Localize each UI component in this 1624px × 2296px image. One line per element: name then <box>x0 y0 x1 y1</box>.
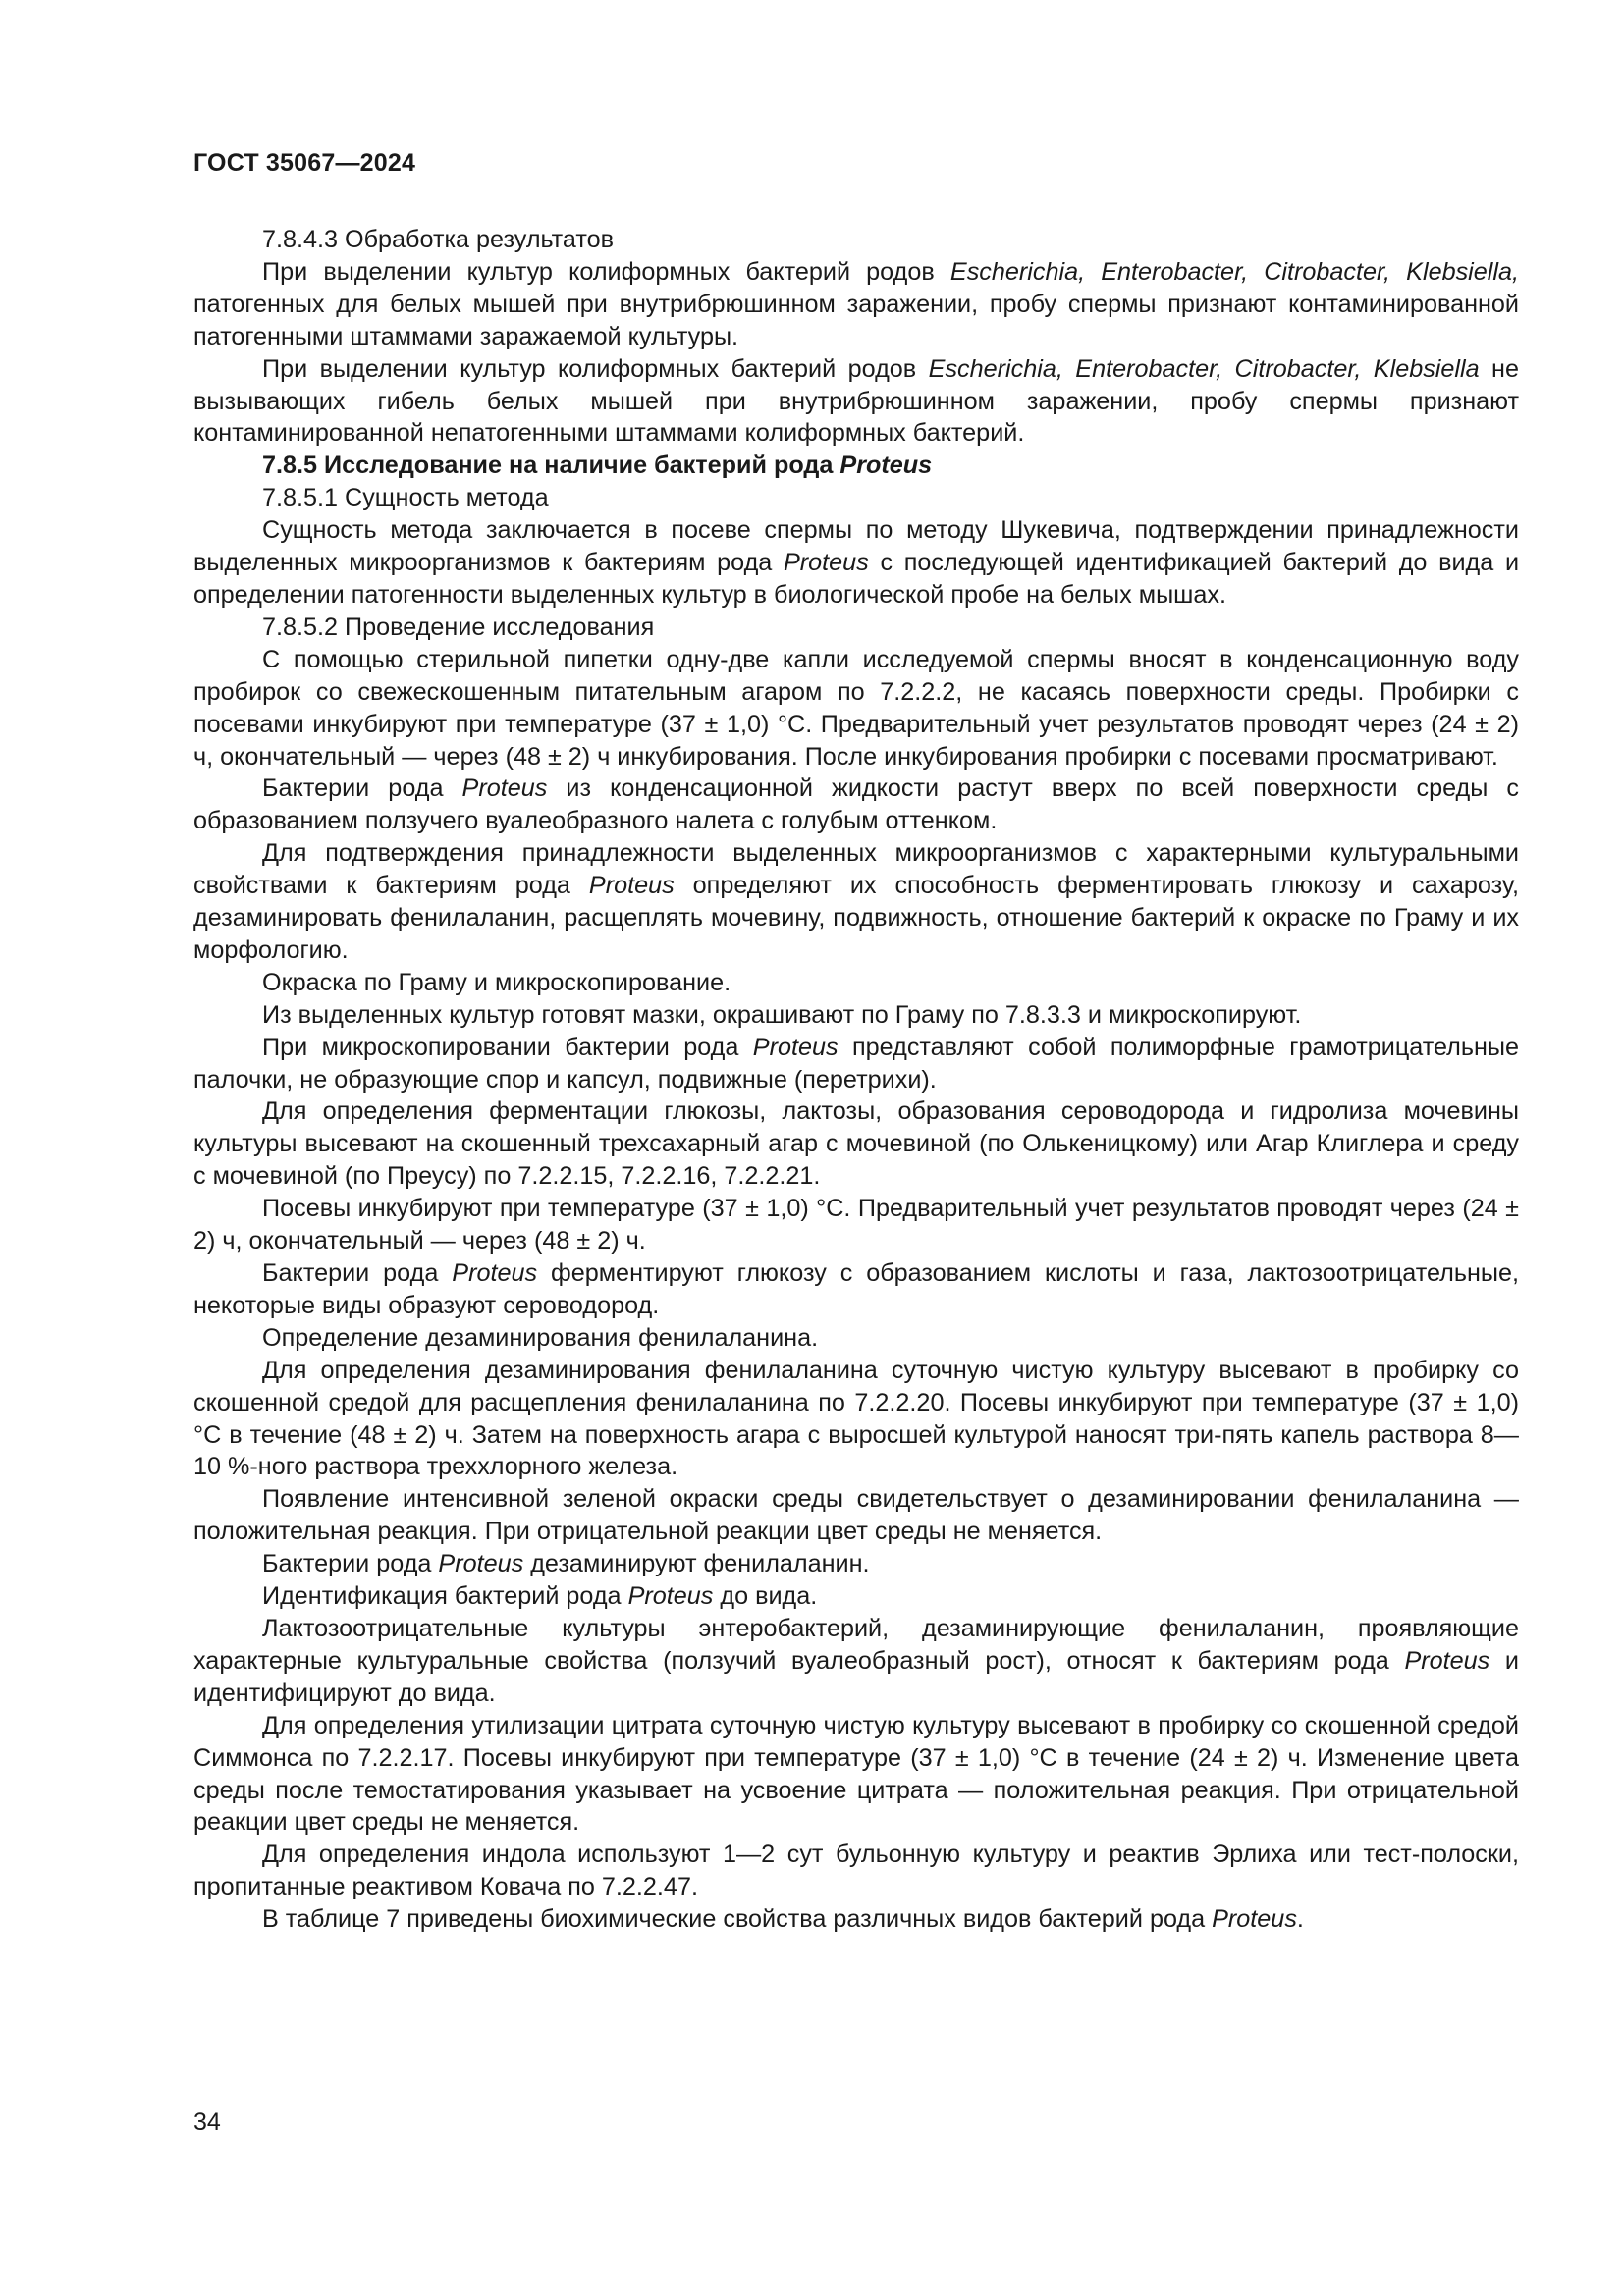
paragraph-p02: При выделении культур колиформных бактерий родов Escherichia, Enterobacter, Citrobacter, Klebsiella, патогенных для белых мышей при внутрибрюшинном заражении, пробу спермы признают контаминированной патогенными штаммами заражаемой культуры. <box>193 257 1519 350</box>
paragraph-p15: Посевы инкубируют при температуре (37 ± 1,0) °С. Предварительный учет результатов проводят через (24 ± 2) ч, окончательный — через (48 ± 2) ч. <box>193 1195 1519 1255</box>
paragraph-p05: 7.8.5.1 Сущность метода <box>262 484 549 512</box>
document-body <box>193 224 1519 1936</box>
paragraph-p12: Из выделенных культур готовят мазки, окрашивают по Граму по 7.8.3.3 и микроскопируют. <box>262 1000 1302 1029</box>
paragraph-p09: Бактерии рода Proteus из конденсационной жидкости растут вверх по всей поверхности среды с образованием ползучего вуалеобразного налета с голубым оттенком. <box>193 774 1519 835</box>
paragraph-p23: Для определения утилизации цитрата суточную чистую культуру высевают в пробирку со скошенной средой Симмонса по 7.2.2.17. Посевы инкубируют при температуре (37 ± 1,0) °С в течение (24 ± 2) ч. Изменение цвета среды после темостатирования указывает на усвоение цитрата — положительная реакция. При отрицательной реакции цвет среды не меняется. <box>193 1711 1519 1837</box>
paragraph-p20: Бактерии рода Proteus дезаминируют фенилаланин. <box>262 1550 870 1578</box>
paragraph-p21: Идентификация бактерий рода Proteus до вида. <box>262 1582 818 1611</box>
paragraph-p10: Для подтверждения принадлежности выделенных микроорганизмов с характерными культуральными свойствами к бактериям рода Proteus определяют их способность ферментировать глюкозу и сахарозу, дезаминировать фенилаланин, расщеплять мочевину, подвижность, отношение бактерий к окраске по Граму и их морфологию. <box>193 839 1519 964</box>
document-code-header: ГОСТ 35067—2024 <box>193 149 416 177</box>
paragraph-p19: Появление интенсивной зеленой окраски среды свидетельствует о дезаминировании фенилаланина — положительная реакция. При отрицательной реакции цвет среды не меняется. <box>193 1485 1519 1546</box>
paragraph-p22: Лактозоотрицательные культуры энтеробактерий, дезаминирующие фенилаланин, проявляющие характерные культуральные свойства (ползучий вуалеобразный рост), относят к бактериям рода Proteus и идентифицируют до вида. <box>193 1614 1519 1707</box>
paragraph-p11: Окраска по Граму и микроскопирование. <box>262 968 731 996</box>
paragraph-p08: С помощью стерильной пипетки одну-две капли исследуемой спермы вносят в конденсационную воду пробирок со свежескошенным питательным агаром по 7.2.2.2, не касаясь поверхности среды. Пробирки с посевами инкубируют при температуре (37 ± 1,0) °С. Предварительный учет результатов проводят через (24 ± 2) ч, окончательный — через (48 ± 2) ч инкубирования. После инкубирования пробирки с посевами просматривают. <box>193 645 1519 771</box>
paragraph-p07: 7.8.5.2 Проведение исследования <box>262 613 655 641</box>
paragraph-p04: 7.8.5 Исследование на наличие бактерий рода Proteus <box>262 452 933 480</box>
page-number: 34 <box>193 2109 221 2136</box>
paragraph-p18: Для определения дезаминирования фенилаланина суточную чистую культуру высевают в пробирку со скошенной средой для расщепления фенилаланина по 7.2.2.20. Посевы инкубируют при температуре (37 ± 1,0) °С в течение (48 ± 2) ч. Затем на поверхность агара с выросшей культурой наносят три-пять капель раствора 8—10 %-ного раствора треххлорного железа. <box>193 1356 1519 1481</box>
paragraph-p14: Для определения ферментации глюкозы, лактозы, образования сероводорода и гидролиза мочевины культуры высевают на скошенный трехсахарный агар с мочевиной (по Олькеницкому) или Агар Клиглера и среду с мочевиной (по Преусу) по 7.2.2.15, 7.2.2.16, 7.2.2.21. <box>193 1097 1519 1191</box>
paragraph-p25: В таблице 7 приведены биохимические свойства различных видов бактерий рода Proteus. <box>262 1905 1304 1934</box>
paragraph-p16: Бактерии рода Proteus ферментируют глюкозу с образованием кислоты и газа, лактозоотрицательные, некоторые виды образуют сероводород. <box>193 1259 1519 1319</box>
paragraph-p24: Для определения индола используют 1—2 сут бульонную культуру и реактив Эрлиха или тест-полоски, пропитанные реактивом Ковача по 7.2.2.47. <box>193 1841 1519 1901</box>
paragraph-p01: 7.8.4.3 Обработка результатов <box>262 226 615 253</box>
paragraph-p03: При выделении культур колиформных бактерий родов Escherichia, Enterobacter, Citrobacter, Klebsiella не вызывающих гибель белых мышей при внутрибрюшинном заражении, пробу спермы признают контаминированной непатогенными штаммами колиформных бактерий. <box>193 354 1519 448</box>
paragraph-p06: Сущность метода заключается в посеве спермы по методу Шукевича, подтверждении принадлежности выделенных микроорганизмов к бактериям рода Proteus с последующей идентификацией бактерий до вида и определении патогенности выделенных культур в биологической пробе на белых мышах. <box>193 516 1520 609</box>
paragraph-p13: При микроскопировании бактерии рода Proteus представляют собой полиморфные грамотрицательные палочки, не образующие спор и капсул, подвижные (перетрихи). <box>193 1033 1519 1094</box>
paragraph-p17: Определение дезаминирования фенилаланина. <box>262 1323 819 1352</box>
